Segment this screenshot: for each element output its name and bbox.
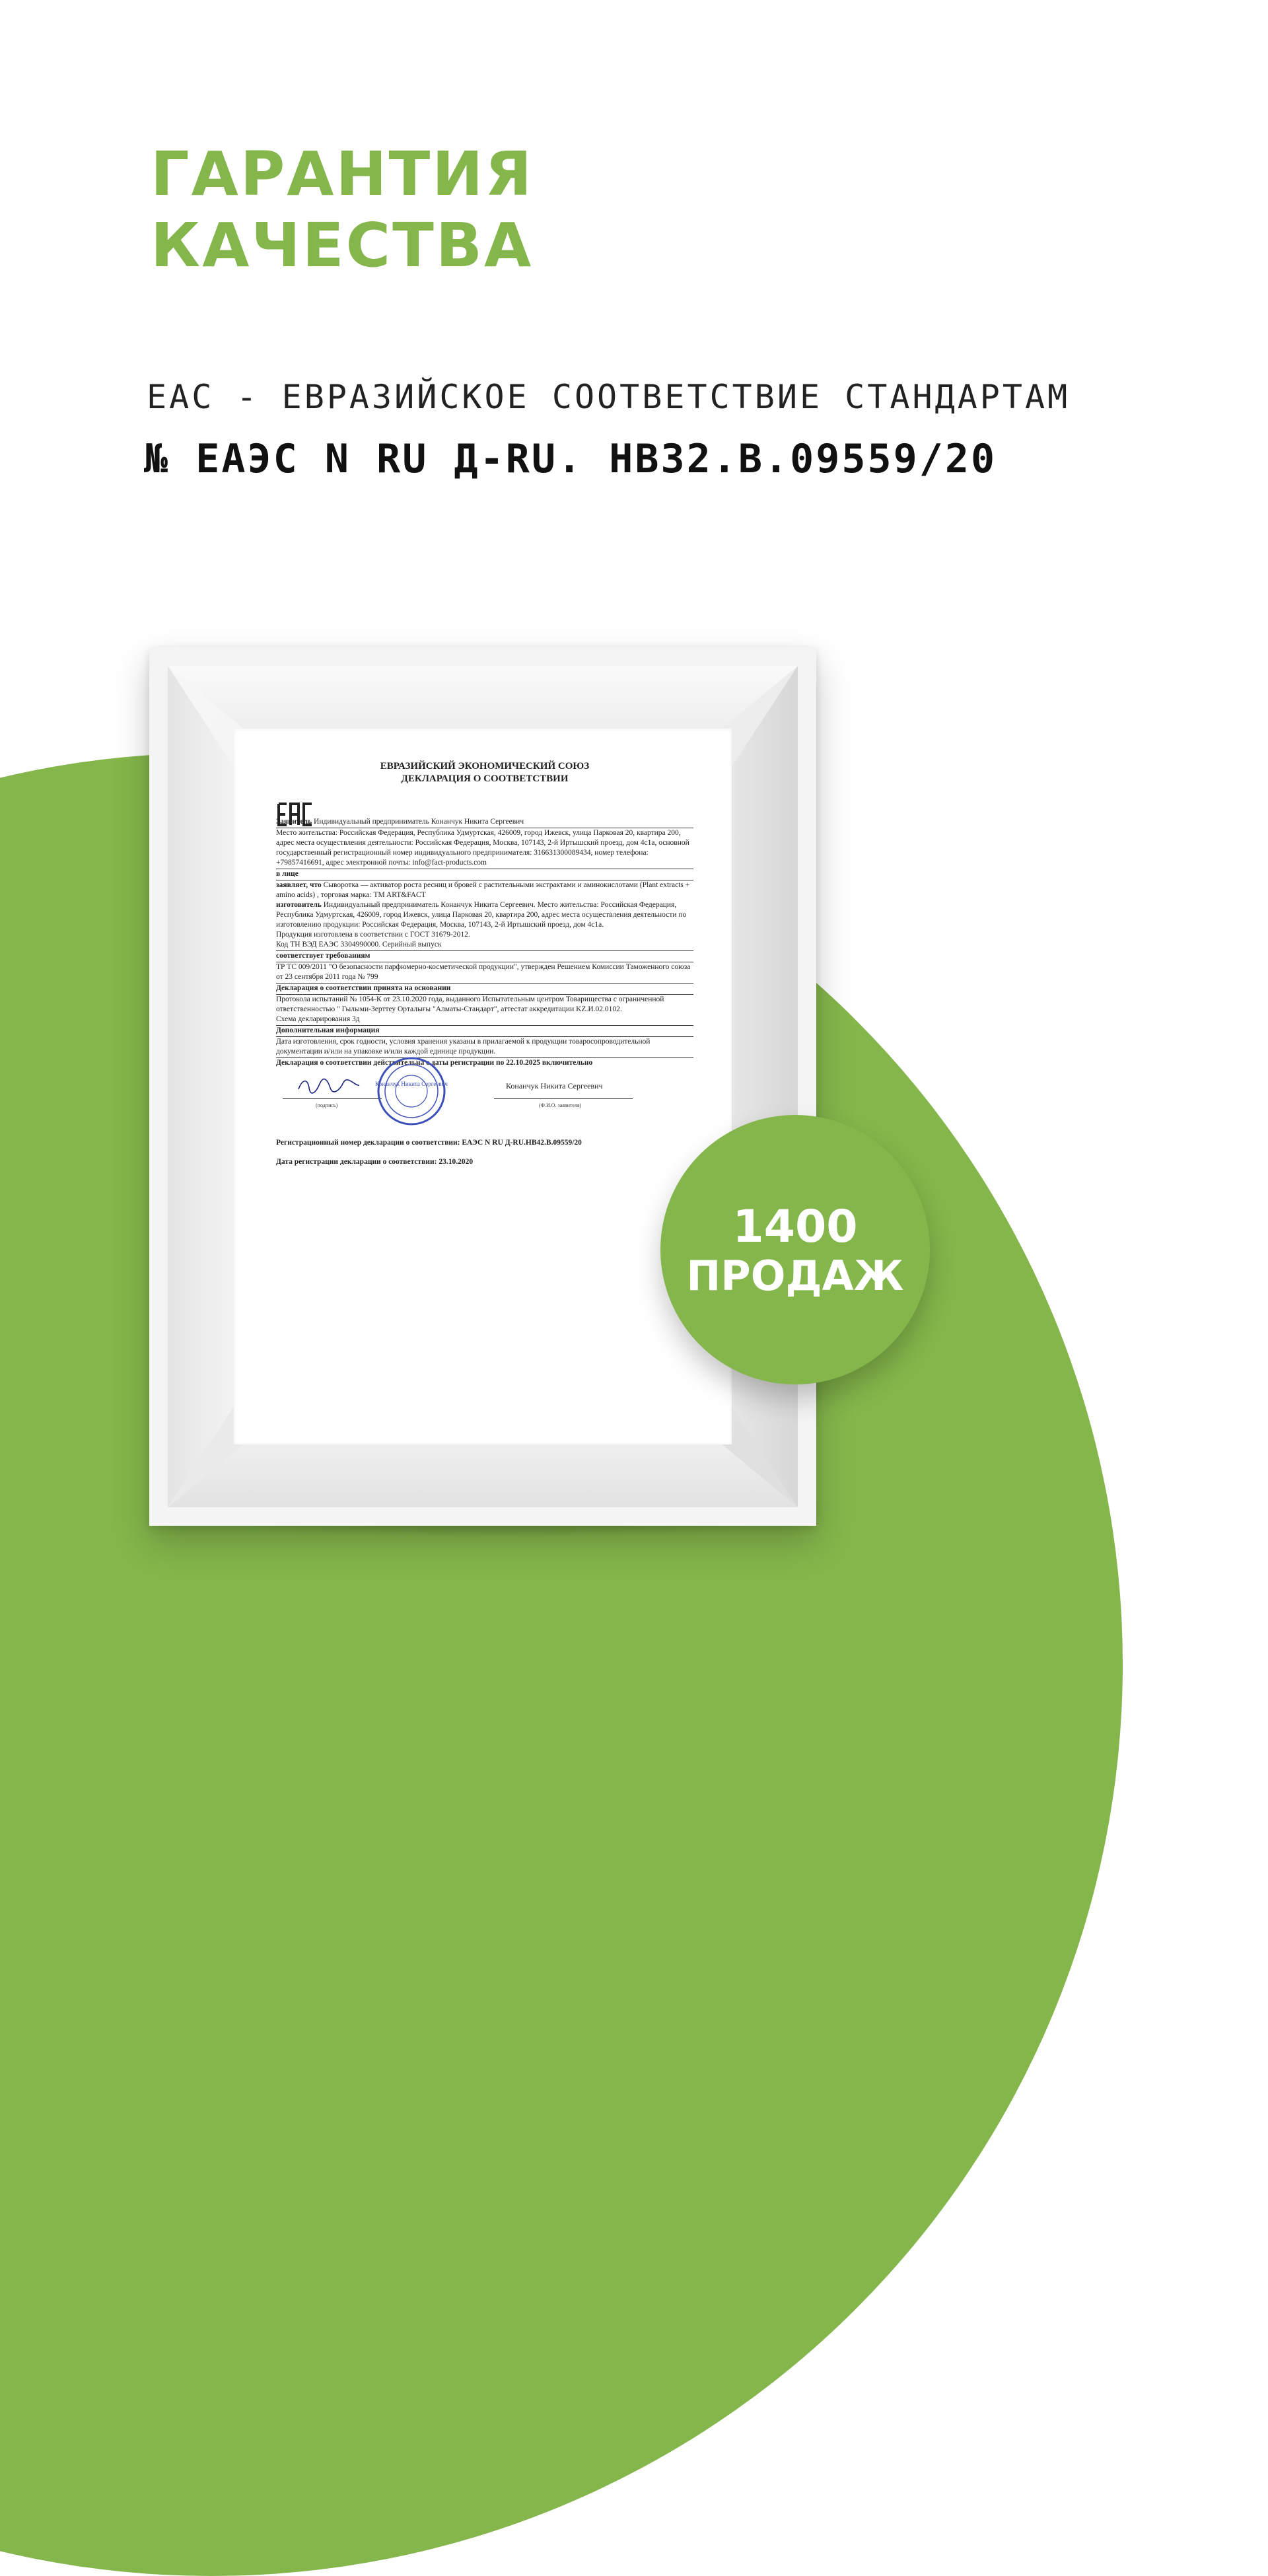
in-person-row <box>276 869 693 880</box>
applicant-label: Заявитель <box>276 818 312 826</box>
registration-date: Дата регистрации декларации о соответствии: 23.10.2020 <box>276 1158 474 1166</box>
signature-area <box>276 1072 693 1127</box>
signature-scribble <box>296 1076 362 1096</box>
manufacturer-row <box>276 900 693 930</box>
doc-title-line1: ЕВРАЗИЙСКИЙ ЭКОНОМИЧЕСКИЙ СОЮЗ <box>380 761 590 771</box>
declares-row <box>276 880 693 900</box>
sales-label: ПРОДАЖ <box>686 1252 904 1300</box>
certificate-number: № ЕАЭС N RU Д-RU. НВ32.В.09559/20 <box>144 436 997 482</box>
declares-label: заявляет, что <box>276 881 322 889</box>
additional-value-row: Дата изготовления, срок годности, условия хранения указаны в прилагаемой к продукции товаросопроводительной документации и/или на упаковке и/или каждой единице продукции. <box>276 1037 693 1058</box>
residence-row: Место жительства: Российская Федерация, Республика Удмуртская, 426009, город Ижевск, улица Парковая 20, квартира 200, адрес места осуществления деятельности: Российская Федерация, Москва, 107143, 2-й Иртышский проезд, дом 4с1а, основной государственный регистрационный номер индивидуального предпринимателя: 316631300089434, номер телефона: +79857416691, адрес электронной почты: info@fact-products.com <box>276 828 693 869</box>
registration-number: Регистрационный номер декларации о соответствии: ЕАЭС N RU Д-RU.НВ42.В.09559/20 <box>276 1139 582 1147</box>
tr-ts-row: ТР ТС 009/2011 "О безопасности парфюмерно-косметической продукции", утвержден Решением Комиссии Таможенного союза от 23 сентября 2011 года № 799 <box>276 962 693 984</box>
doc-title-line2: ДЕКЛАРАЦИЯ О СООТВЕТСТВИИ <box>401 773 569 784</box>
signer-caption: (Ф.И.О. заявителя) <box>539 1102 582 1108</box>
validity-row <box>276 1058 693 1068</box>
company-stamp <box>375 1055 448 1127</box>
doc-body <box>276 817 693 1167</box>
complies-row <box>276 951 693 962</box>
applicant-value: Индивидуальный предприниматель Конанчук Никита Сергеевич <box>314 818 524 826</box>
tn-ved-row: Код ТН ВЭД ЕАЭС 3304990000. Серийный выпуск <box>276 940 693 951</box>
additional-label: Дополнительная информация <box>276 1026 380 1034</box>
gost-row: Продукция изготовлена в соответствии с ГОСТ 31679-2012. <box>276 931 470 939</box>
frame-bevel-bottom <box>168 1445 798 1507</box>
scheme-row: Схема декларирования 3д <box>276 1015 693 1026</box>
manufacturer-label: изготовитель <box>276 901 322 909</box>
sales-badge <box>660 1115 930 1384</box>
in-person-label: в лице <box>276 870 299 878</box>
sales-count: 1400 <box>732 1201 858 1253</box>
certificate-paper <box>234 729 732 1445</box>
additional-row <box>276 1026 693 1037</box>
applicant-row <box>276 817 693 828</box>
validity-text: Декларация о соответствии действительна с даты регистрации по 22.10.2025 включительно <box>276 1059 593 1067</box>
frame-bevel-left <box>168 666 234 1507</box>
frame-bevel-top <box>168 666 798 729</box>
declares-value: Сыворотка — активатор роста ресниц и бровей с растительными экстрактами и аминокислотами (Plant extracts + amino acids) , торговая марка: TM ART&FACT <box>276 881 690 899</box>
signature-line <box>283 1098 382 1099</box>
basis-row <box>276 984 693 995</box>
signer-name: Конанчук Никита Сергеевич <box>506 1081 603 1091</box>
eac-statement: EAC - ЕВРАЗИЙСКОЕ СООТВЕТСТВИЕ СТАНДАРТАМ <box>147 378 1071 416</box>
complies-label: соответствует требованиям <box>276 952 370 960</box>
certificate-frame <box>149 647 816 1526</box>
declaration-document <box>276 760 693 1167</box>
manufacturer-value: Индивидуальный предприниматель Конанчук Никита Сергеевич. Место жительства: Российская Федерация, Республика Удмуртская, 426009, город Ижевск, улица Парковая 20, квартира 200, адрес места осуществления деятельности по изготовлению продукции: Российская Федерация, Москва, 107143, 2-й Иртышский проезд, дом 4с1а. <box>276 901 687 929</box>
signer-line <box>494 1098 633 1099</box>
headline-line2: КАЧЕСТВА <box>151 210 534 281</box>
stamp-line1: Конанчук Никита Сергеевич <box>375 1081 448 1087</box>
headline <box>151 139 534 281</box>
headline-line1: ГАРАНТИЯ <box>151 139 534 209</box>
signature-caption: (подпись) <box>316 1102 338 1108</box>
basis-label: Декларация о соответствии принята на основании <box>276 984 451 992</box>
protocol-row: Протокола испытаний № 1054-К от 23.10.2020 года, выданного Испытательным центром Товарищества с ограниченной ответственностью " Гылыми-Зерттеу Орталығы "Алматы-Стандарт", аттестат аккредитации KZ.И.02.0102. <box>276 995 664 1013</box>
eac-logo-icon <box>276 801 314 828</box>
